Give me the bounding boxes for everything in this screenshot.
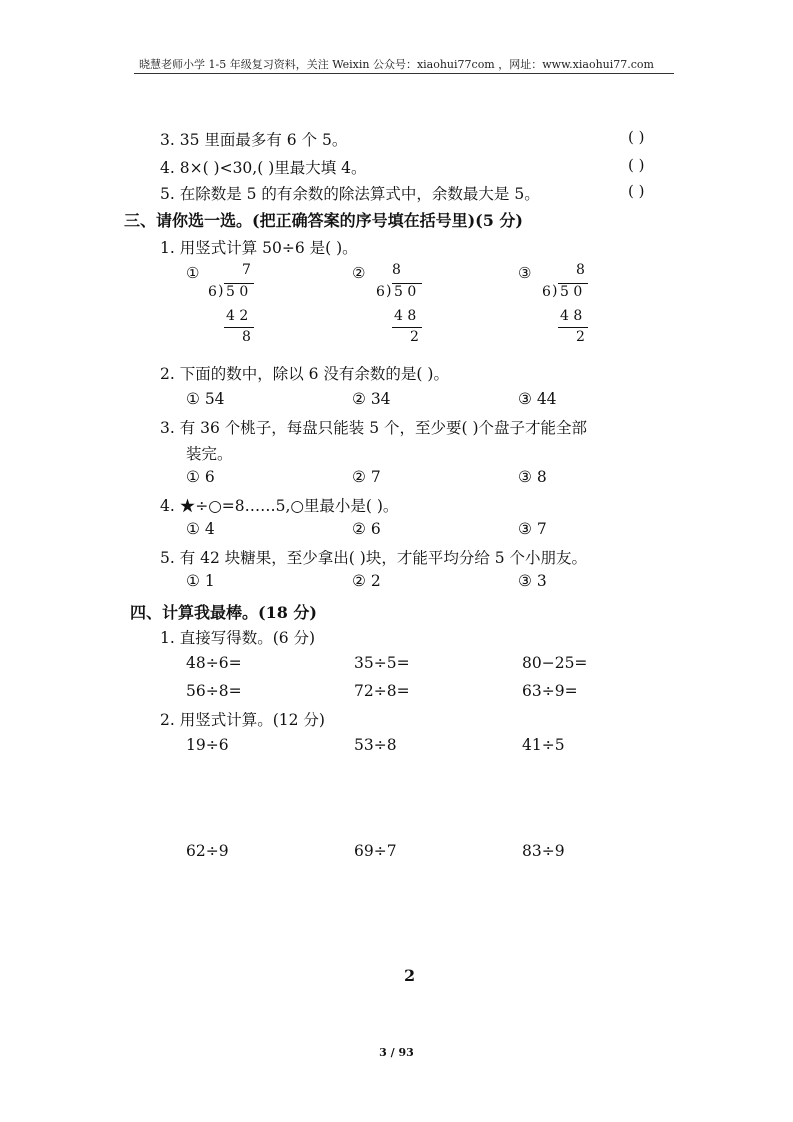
dividend: 5 0 (394, 284, 417, 300)
s4-vertical-2[interactable]: 53÷8 (354, 736, 397, 754)
section-4-title: 四、计算我最棒。(18 分) (130, 603, 317, 622)
dividend: 5 0 (226, 284, 249, 300)
divisor: 6 (376, 284, 385, 300)
s3-q3-text-continued: 装完。 (186, 445, 233, 463)
quotient: 8 (392, 262, 401, 278)
s3-q1-option-3[interactable] (518, 264, 598, 359)
remainder: 2 (576, 329, 585, 345)
s3-q2-option-3[interactable]: ③ 44 (518, 390, 557, 408)
s3-q4-option-1[interactable]: ① 4 (186, 520, 215, 538)
s3-q2-text: 2. 下面的数中，除以 6 没有余数的是( )。 (160, 365, 449, 383)
judge-item-4: 4. 8×( )<30,( )里最大填 4。 (160, 159, 367, 177)
s4-part2-title: 2. 用竖式计算。(12 分) (160, 711, 325, 729)
s3-q3-text: 3. 有 36 个桃子，每盘只能装 5 个，至少要( )个盘子才能全部 (160, 419, 588, 437)
s3-q5-option-3[interactable]: ③ 3 (518, 572, 547, 590)
remainder: 2 (410, 329, 419, 345)
judge-paren-3[interactable]: ( ) (628, 128, 645, 146)
s3-q5-text: 5. 有 42 块糖果，至少拿出( )块，才能平均分给 5 个小朋友。 (160, 549, 588, 567)
product: 4 8 (560, 308, 583, 324)
s3-q4-option-2[interactable]: ② 6 (352, 520, 381, 538)
page-footer: 3 / 93 (379, 1046, 414, 1059)
dividend: 5 0 (560, 284, 583, 300)
remainder: 8 (242, 329, 251, 345)
s3-q2-option-2[interactable]: ② 34 (352, 390, 391, 408)
product: 4 8 (394, 308, 417, 324)
s4-vertical-6[interactable]: 83÷9 (522, 842, 565, 860)
s4-vertical-4[interactable]: 62÷9 (186, 842, 229, 860)
s3-q2-option-1[interactable]: ① 54 (186, 390, 225, 408)
page-header: 晓慧老师小学 1-5 年级复习资料，关注 Weixin 公众号：xiaohui77com ，网址：www.xiaohui77.com (139, 58, 654, 71)
subtraction-line (558, 327, 588, 328)
judge-paren-4[interactable]: ( ) (628, 156, 645, 174)
quotient: 7 (242, 262, 251, 278)
divisor: 6 (542, 284, 551, 300)
division-bracket: ) (552, 283, 558, 299)
judge-item-3: 3. 35 里面最多有 6 个 5。 (160, 131, 348, 149)
page-number: 2 (404, 966, 416, 985)
s4-calc-2[interactable]: 35÷5= (354, 654, 410, 672)
s3-q3-option-2[interactable]: ② 7 (352, 468, 381, 486)
subtraction-line (392, 327, 422, 328)
s4-part1-title: 1. 直接写得数。(6 分) (160, 629, 316, 647)
s4-vertical-5[interactable]: 69÷7 (354, 842, 397, 860)
s3-q5-option-1[interactable]: ① 1 (186, 572, 215, 590)
option-mark: ② (352, 264, 366, 282)
divisor: 6 (208, 284, 217, 300)
section-3-title: 三、请你选一选。(把正确答案的序号填在括号里)(5 分) (124, 211, 523, 230)
header-rule (134, 73, 674, 74)
judge-paren-5[interactable]: ( ) (628, 182, 645, 200)
judge-item-5: 5. 在除数是 5 的有余数的除法算式中，余数最大是 5。 (160, 185, 540, 203)
option-mark: ③ (518, 264, 532, 282)
s3-q1-option-1[interactable] (186, 264, 266, 359)
s4-calc-1[interactable]: 48÷6= (186, 654, 242, 672)
s3-q5-option-2[interactable]: ② 2 (352, 572, 381, 590)
division-bracket: ) (218, 283, 224, 299)
s4-vertical-3[interactable]: 41÷5 (522, 736, 565, 754)
s3-q3-option-3[interactable]: ③ 8 (518, 468, 547, 486)
s3-q4-text: 4. ★÷○=8……5,○里最小是( )。 (160, 497, 399, 515)
s4-calc-5[interactable]: 72÷8= (354, 682, 410, 700)
quotient: 8 (576, 262, 585, 278)
s3-q4-option-3[interactable]: ③ 7 (518, 520, 547, 538)
s3-q1-option-2[interactable] (352, 264, 432, 359)
s3-q3-option-1[interactable]: ① 6 (186, 468, 215, 486)
s4-calc-3[interactable]: 80−25= (522, 654, 588, 672)
option-mark: ① (186, 264, 200, 282)
s4-calc-6[interactable]: 63÷9= (522, 682, 578, 700)
division-bracket: ) (386, 283, 392, 299)
subtraction-line (224, 327, 254, 328)
s4-vertical-1[interactable]: 19÷6 (186, 736, 229, 754)
s4-calc-4[interactable]: 56÷8= (186, 682, 242, 700)
product: 4 2 (226, 308, 249, 324)
s3-q1-text: 1. 用竖式计算 50÷6 是( )。 (160, 239, 358, 257)
